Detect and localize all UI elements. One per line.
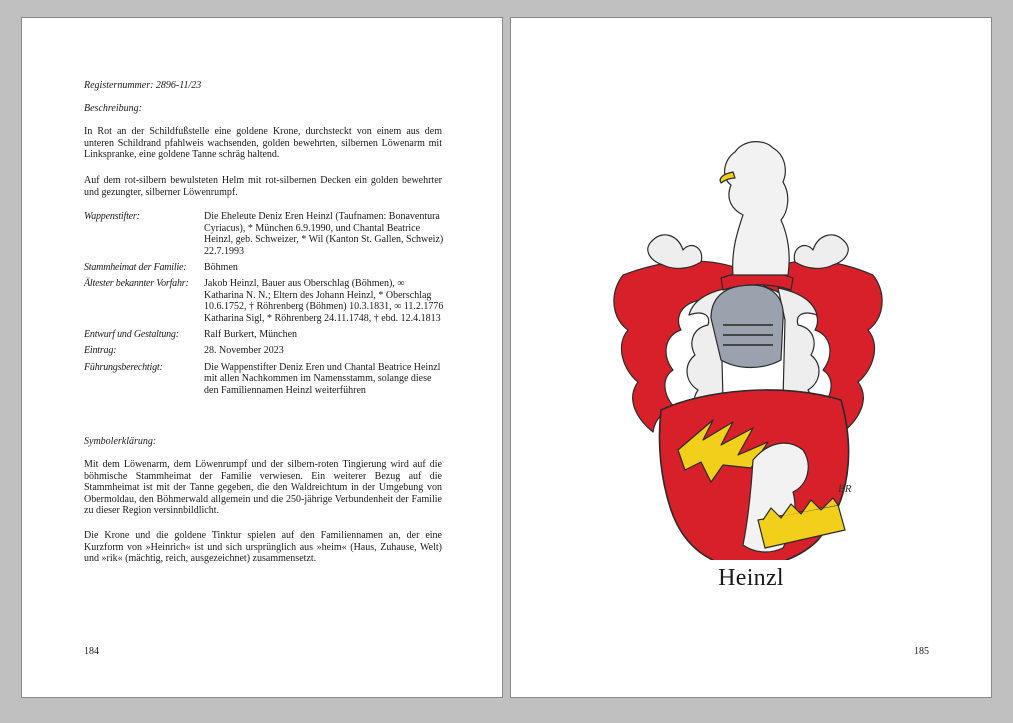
field-value: Die Wappenstifter Deniz Eren und Chantal Beatrice Heinzl mit allen Nachkommen im Namensstamm, solange diese den Familiennamen Heinzl weiterführen [204, 361, 441, 396]
field-value: Die Eheleute Deniz Eren Heinzl (Taufnamen: Bonaventura Cyriacus), * München 6.9.1990, und Chantal Beatrice Heinzl, geb. Schweizer, * Wil (Kanton St. Gallen, Schweiz) 22.7.1993 [204, 211, 444, 257]
helmet [711, 285, 783, 368]
page-number: 185 [914, 646, 929, 657]
field-label: Entwurf und Gestaltung: [84, 329, 179, 341]
field-label: Stammheimat der Familie: [84, 261, 187, 273]
description-heading: Beschreibung: [84, 103, 142, 114]
family-name: Heinzl [718, 565, 784, 591]
mantling-leaf-right [794, 235, 848, 269]
mantling-leaf-left [648, 235, 702, 269]
blazon-crest: Auf dem rot-silbern bewulsteten Helm mit rot-silbernen Decken ein golden bewehrter und gezungter, silberner Löwenrumpf. [84, 175, 442, 198]
coat-of-arms-image [593, 120, 903, 560]
field-entwurf [84, 329, 444, 341]
field-fuehrungsberechtigt [84, 362, 444, 397]
field-label: Wappenstifter: [84, 211, 140, 222]
field-label: Eintrag: [84, 345, 117, 357]
field-wappenstifter [84, 211, 444, 257]
field-label: Ältester bekannter Vorfahr: [84, 278, 189, 290]
registry-number: Registernummer: 2896-11/23 [84, 80, 202, 91]
symbol-paragraph-2: Die Krone und die goldene Tinktur spielen auf den Familiennamen an, der eine Kurzform von »Heinrich« ist und sich ursprünglich aus »heim« (Haus, Zuhause, Welt) und »rik« (mächtig, reich, ausgezeichnet) zusammensetzt. [84, 530, 442, 565]
field-value: Böhmen [204, 261, 238, 273]
field-eintrag [84, 345, 444, 357]
blazon-shield: In Rot an der Schildfußstelle eine goldene Krone, durchsteckt von einem aus dem unteren Schildrand pfahlweis wachsenden, golden bewehrten, silbernen Löwenarm mit Linkspranke, eine goldene Tanne schräg haltend. [84, 126, 442, 161]
field-vorfahr [84, 278, 444, 324]
right-page [510, 17, 992, 698]
field-label: Führungsberechtigt: [84, 361, 163, 373]
field-value: 28. November 2023 [204, 345, 284, 357]
lion-crest [725, 142, 790, 275]
field-value: Jakob Heinzl, Bauer aus Oberschlag (Böhmen), ∞ Katharina N. N.; Eltern des Johann Heinzl, * Oberschlag 10.6.1752, † Röhrenberg (Böhmen) 10.3.1831, ∞ 11.2.1776 Katharina Sigl, * Röhrenberg 24.11.1748, † ebd. 12.4.1813 [204, 278, 444, 324]
symbol-paragraph-1: Mit dem Löwenarm, dem Löwenrumpf und der silbern-roten Tingierung wird auf die böhmische Stammheimat der Familie verwiesen. Ein weiterer Bezug auf die Stammheimat ist mit der Tanne gegeben, die den Waldreichtum in der Umgebung von Obermoldau, den Böhmerwald allgemein und die 250-jährige Verbundenheit der Familie zu dieser Region versinnbildlicht. [84, 459, 442, 517]
symbol-heading: Symbolerklärung: [84, 436, 157, 447]
field-stammheimat [84, 262, 444, 274]
artist-monogram: BR [838, 483, 852, 495]
left-page [21, 17, 503, 698]
registry-fields [84, 211, 444, 401]
field-value: Ralf Burkert, München [204, 329, 298, 341]
page-number: 184 [84, 646, 99, 657]
